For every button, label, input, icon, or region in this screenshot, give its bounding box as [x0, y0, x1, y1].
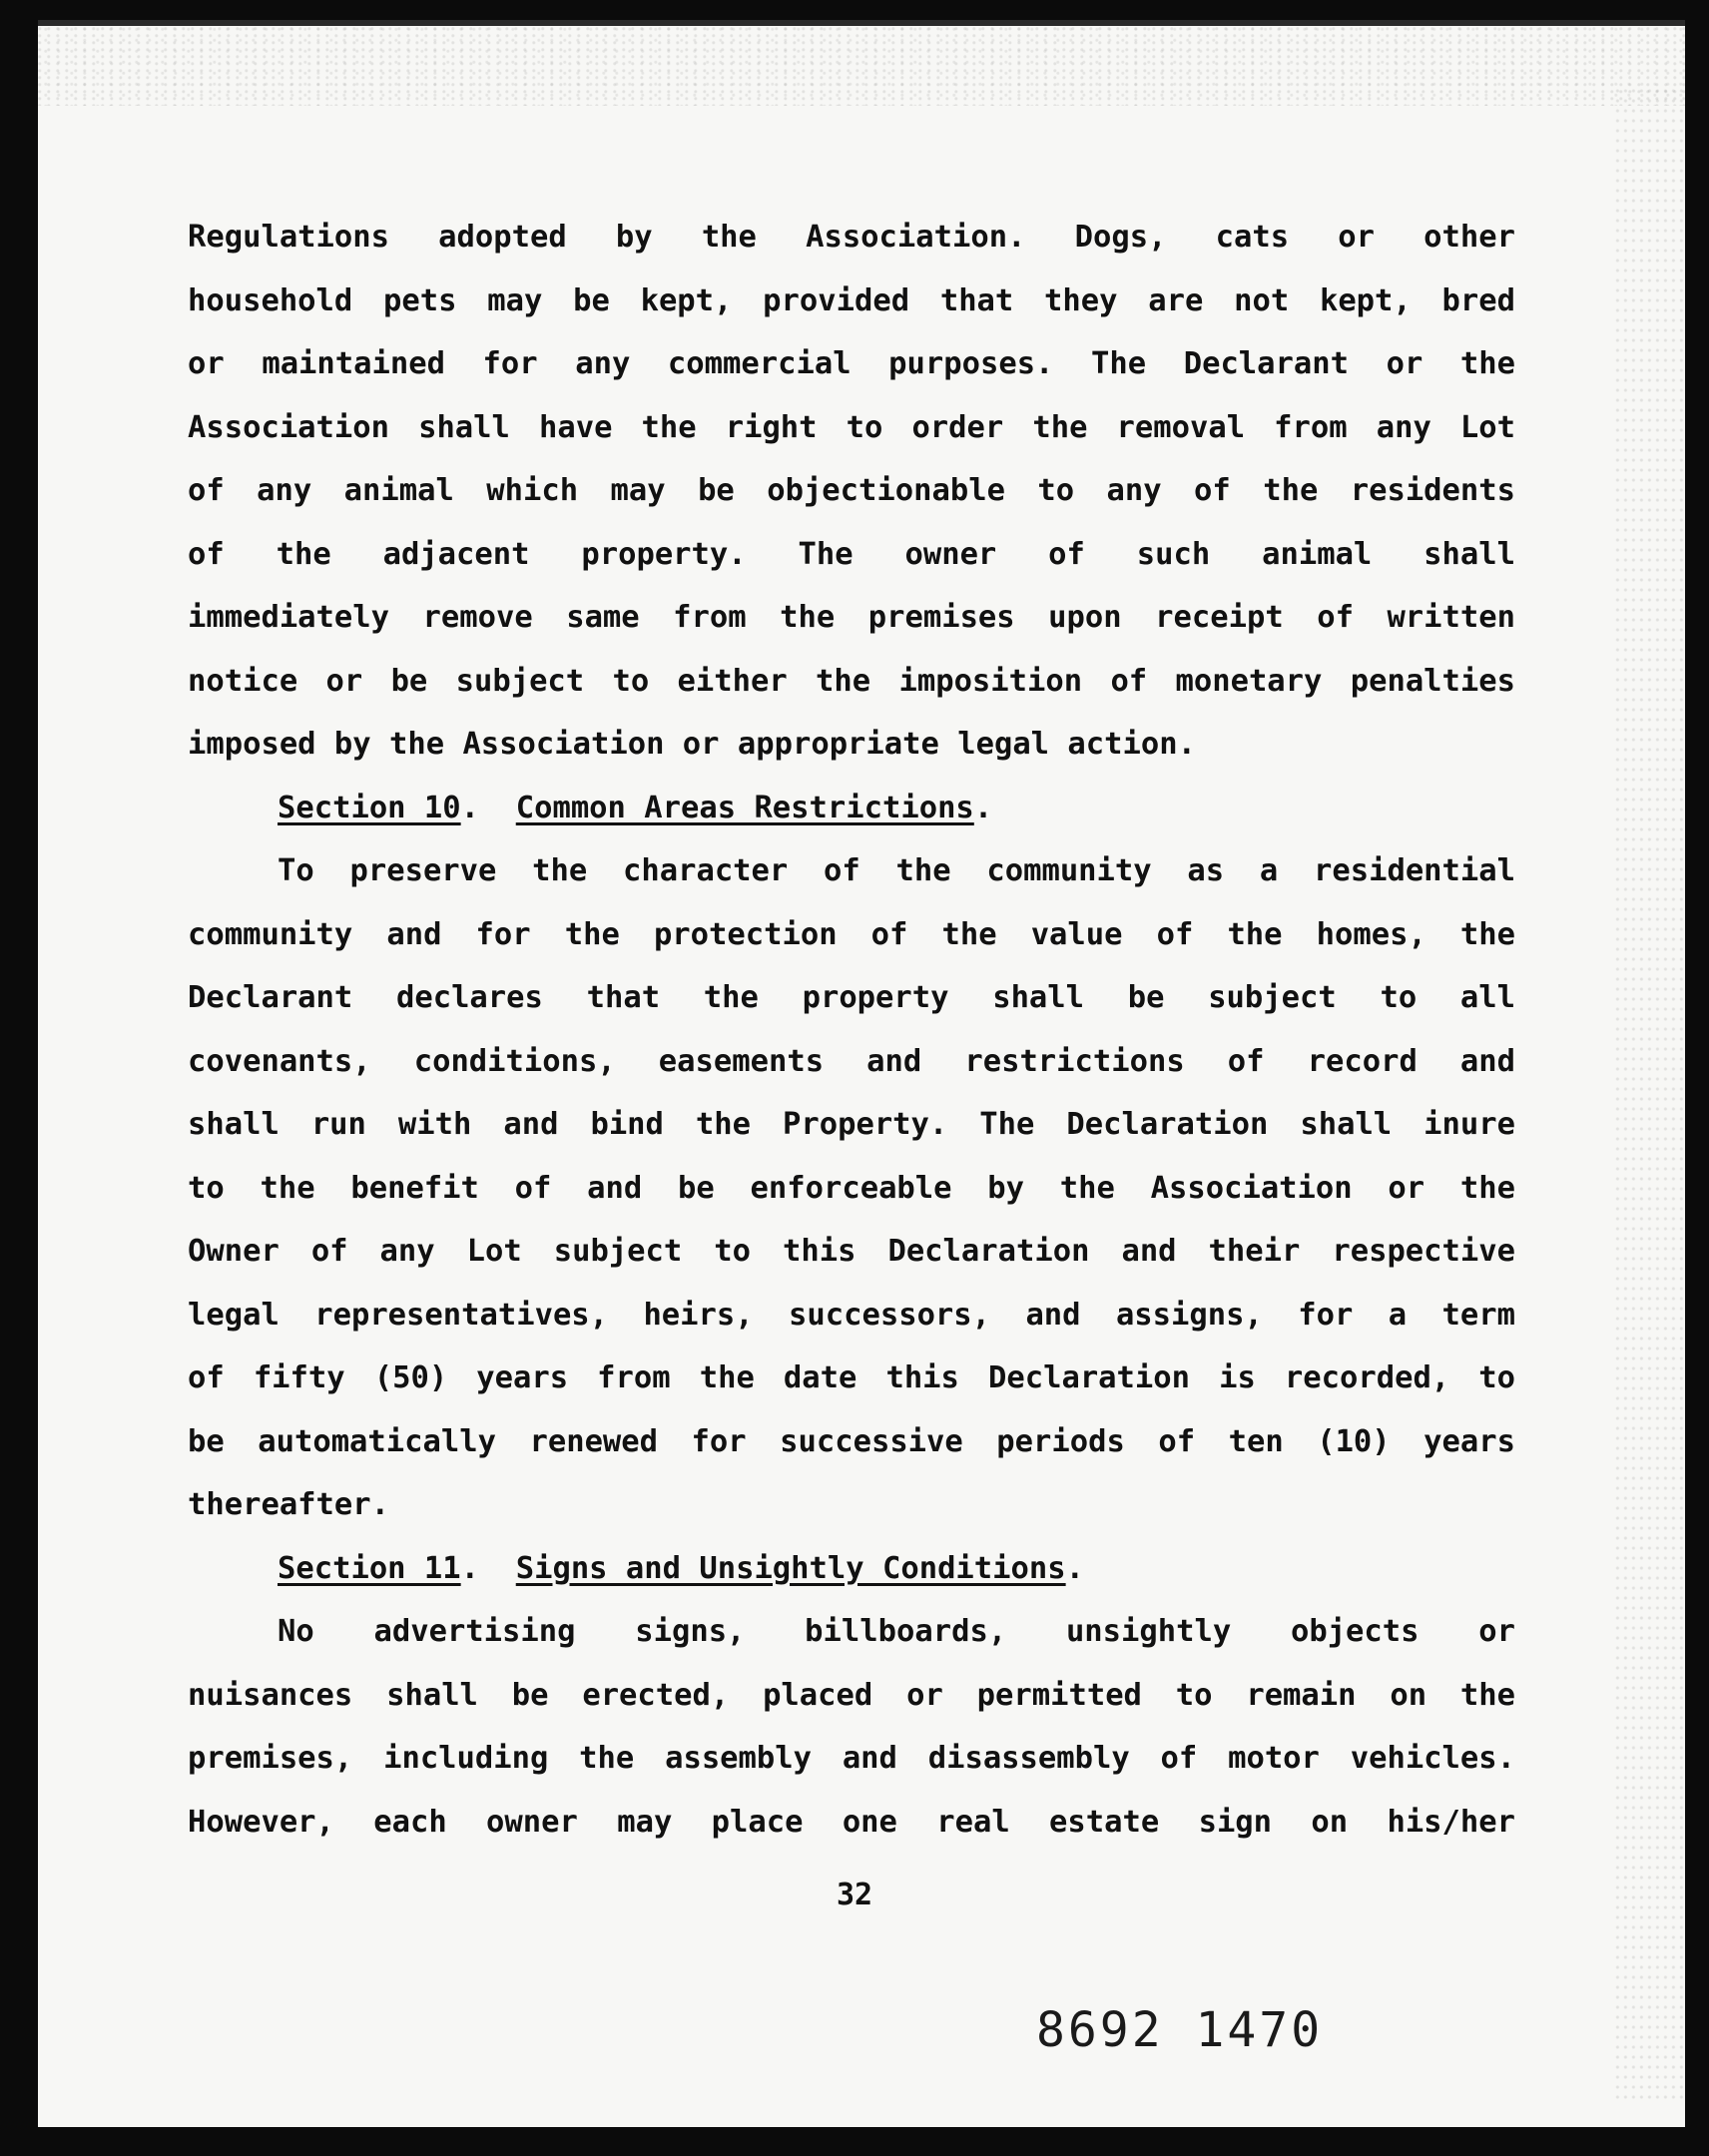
- document-body: [188, 206, 1515, 1854]
- text-line: household pets may be kept, provided that they are not kept, bred: [188, 282, 1515, 318]
- section-10-body: [188, 839, 1515, 1537]
- text-line: imposed by the Association or appropriate legal action.: [188, 727, 1196, 762]
- section-title: Common Areas Restrictions: [515, 790, 974, 825]
- paragraph-pets: [188, 206, 1515, 777]
- document-page: [38, 20, 1685, 2127]
- page-number: 32: [836, 1878, 873, 1912]
- text-line: Owner of any Lot subject to this Declaration and their respective: [188, 1234, 1515, 1269]
- section-10-heading: Section 10. Common Areas Restrictions.: [278, 790, 993, 825]
- section-number: Section 11: [278, 1550, 461, 1586]
- text-line: community and for the protection of the value of the homes, the: [188, 916, 1515, 952]
- scan-noise-top: [38, 26, 1685, 106]
- text-line: of any animal which may be objectionable to any of the residents: [188, 473, 1515, 508]
- text-line: to the benefit of and be enforceable by the Association or the: [188, 1170, 1515, 1206]
- text-line: However, each owner may place one real estate sign on his/her: [188, 1804, 1515, 1840]
- text-line: immediately remove same from the premises upon receipt of written: [188, 600, 1515, 635]
- text-line: No advertising signs, billboards, unsightly objects or: [278, 1614, 1515, 1649]
- scan-noise-right: [1615, 86, 1685, 2102]
- document-number: 8692 1470: [1036, 2002, 1324, 2058]
- text-line: of the adjacent property. The owner of such animal shall: [188, 536, 1515, 572]
- text-line: To preserve the character of the community as a residential: [278, 853, 1515, 888]
- section-11-heading: Section 11. Signs and Unsightly Conditions.: [278, 1550, 1084, 1586]
- text-line: notice or be subject to either the imposition of monetary penalties: [188, 663, 1515, 699]
- text-line: of fifty (50) years from the date this Declaration is recorded, to: [188, 1360, 1515, 1395]
- section-11-body: [188, 1600, 1515, 1854]
- section-number: Section 10: [278, 790, 461, 825]
- text-line: shall run with and bind the Property. The Declaration shall inure: [188, 1107, 1515, 1142]
- text-line: premises, including the assembly and disassembly of motor vehicles.: [188, 1741, 1515, 1776]
- section-title: Signs and Unsightly Conditions: [515, 1550, 1066, 1586]
- text-line: Association shall have the right to order the removal from any Lot: [188, 409, 1515, 445]
- text-line: Regulations adopted by the Association. Dogs, cats or other: [188, 220, 1515, 255]
- text-line: nuisances shall be erected, placed or permitted to remain on the: [188, 1677, 1515, 1713]
- text-line: thereafter.: [188, 1487, 389, 1522]
- text-line: or maintained for any commercial purposes. The Declarant or the: [188, 346, 1515, 381]
- text-line: Declarant declares that the property shall be subject to all: [188, 980, 1515, 1015]
- text-line: covenants, conditions, easements and restrictions of record and: [188, 1043, 1515, 1079]
- text-line: legal representatives, heirs, successors, and assigns, for a term: [188, 1297, 1515, 1333]
- text-line: be automatically renewed for successive periods of ten (10) years: [188, 1423, 1515, 1459]
